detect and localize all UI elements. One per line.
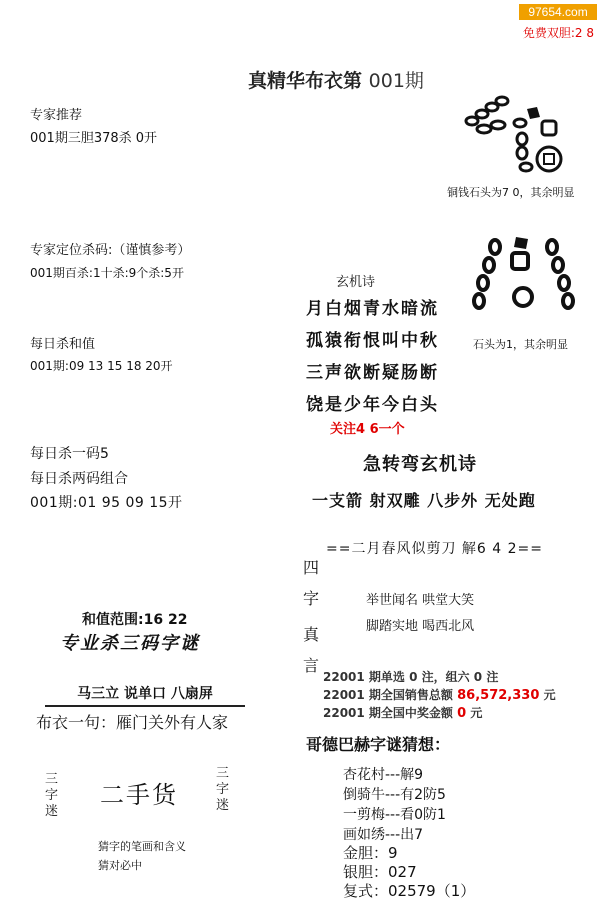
focus-note: 关注4 6一个 <box>330 422 405 437</box>
daily-sum-value: 001期:09 13 15 18 20开 <box>30 359 173 373</box>
expert-recommend-value: 001期三胆378杀 0开 <box>30 131 158 146</box>
position-kill-title: 专家定位杀码:（谨慎参考） <box>30 243 191 258</box>
guess-3: 一剪梅---看0防1 <box>343 807 446 823</box>
horse-line: 马三立 说单口 八扇屏 <box>45 683 245 707</box>
free-double-tag: 免费双胆:2 8 <box>522 26 594 40</box>
goldbach-title: 哥德巴赫字谜猜想： <box>306 735 451 754</box>
guess-2: 倒骑牛---有2防5 <box>343 787 446 803</box>
site-logo[interactable]: 97654.com <box>519 4 597 20</box>
lottery-prize-value: 0 <box>457 706 467 721</box>
riddle-label-left: 三字迷 <box>45 772 59 819</box>
feb-line: ==二月春风似剪刀 解6 4 2== <box>326 541 543 557</box>
coin-caption: 铜钱石头为7 0，其余明显 <box>447 186 575 199</box>
stone-picture <box>470 235 582 323</box>
buyi-line: 布衣一句：雁门关外有人家 <box>36 713 229 732</box>
lottery-prize-unit: 元 <box>470 706 483 720</box>
turn-line: 一支箭 射双雕 八步外 无处跑 <box>312 491 536 510</box>
title-issue: 001期 <box>368 70 424 92</box>
position-kill-value: 001期百杀:1十杀:9个杀:5开 <box>30 266 184 280</box>
poem-line-1: 月白烟青水暗流 <box>306 299 439 319</box>
idiom-2: 脚踏实地 喝西北风 <box>366 619 475 634</box>
daily-sum-title: 每日杀和值 <box>30 337 96 352</box>
expert-recommend-title: 专家推荐 <box>30 108 83 123</box>
lottery-line-1: 22001 期单选 0 注，组六 0 注 <box>323 670 499 684</box>
lottery-sales-unit: 元 <box>543 688 556 702</box>
riddle-title: 专业杀三码字谜 <box>60 633 200 654</box>
poem-title: 玄机诗 <box>336 275 376 290</box>
sum-range: 和值范围:16 22 <box>82 612 188 628</box>
lottery-sales-value: 86,572,330 <box>457 688 540 703</box>
title-prefix: 真精华布衣第 <box>248 70 363 92</box>
guess-1: 杏花村---解9 <box>343 767 424 783</box>
lottery-line-3 <box>323 704 482 721</box>
turn-title: 急转弯玄机诗 <box>363 454 477 475</box>
stone-caption: 石头为1，其余明显 <box>473 338 568 351</box>
guess-4: 画如绣---出7 <box>343 827 424 843</box>
hint-line1: 猜字的笔画和含义 <box>98 840 186 853</box>
poem-line-3: 三声欲断疑肠断 <box>306 363 439 383</box>
lottery-line-2 <box>323 686 556 703</box>
page-title <box>248 66 424 93</box>
lottery-sales-label: 22001 期全国销售总额 <box>323 688 453 702</box>
idiom-1: 举世闻名 哄堂大笑 <box>366 593 475 608</box>
guess-5: 金胆：9 <box>343 844 398 862</box>
lottery-prize-label: 22001 期全国中奖金额 <box>323 706 453 720</box>
hint-line2: 猜对必中 <box>98 859 142 872</box>
coin-stone-picture <box>462 95 570 177</box>
four-char-3: 真 <box>303 625 320 644</box>
riddle-answer: 二手货 <box>100 781 178 809</box>
riddle-label-right: 三字迷 <box>216 766 230 813</box>
guess-6: 银胆：027 <box>343 863 417 881</box>
four-char-1: 四 <box>303 558 320 577</box>
poem-line-4: 饶是少年今白头 <box>306 395 439 415</box>
four-char-4: 言 <box>303 656 320 675</box>
four-char-2: 字 <box>303 589 320 608</box>
daily-kill-two: 每日杀两码组合 <box>30 471 128 487</box>
daily-kill-one: 每日杀一码5 <box>30 446 109 462</box>
guess-7: 复式：02579（1） <box>343 882 476 900</box>
daily-kill-two-value: 001期:01 95 09 15开 <box>30 495 183 511</box>
poem-line-2: 孤猿衔恨叫中秋 <box>306 331 439 351</box>
